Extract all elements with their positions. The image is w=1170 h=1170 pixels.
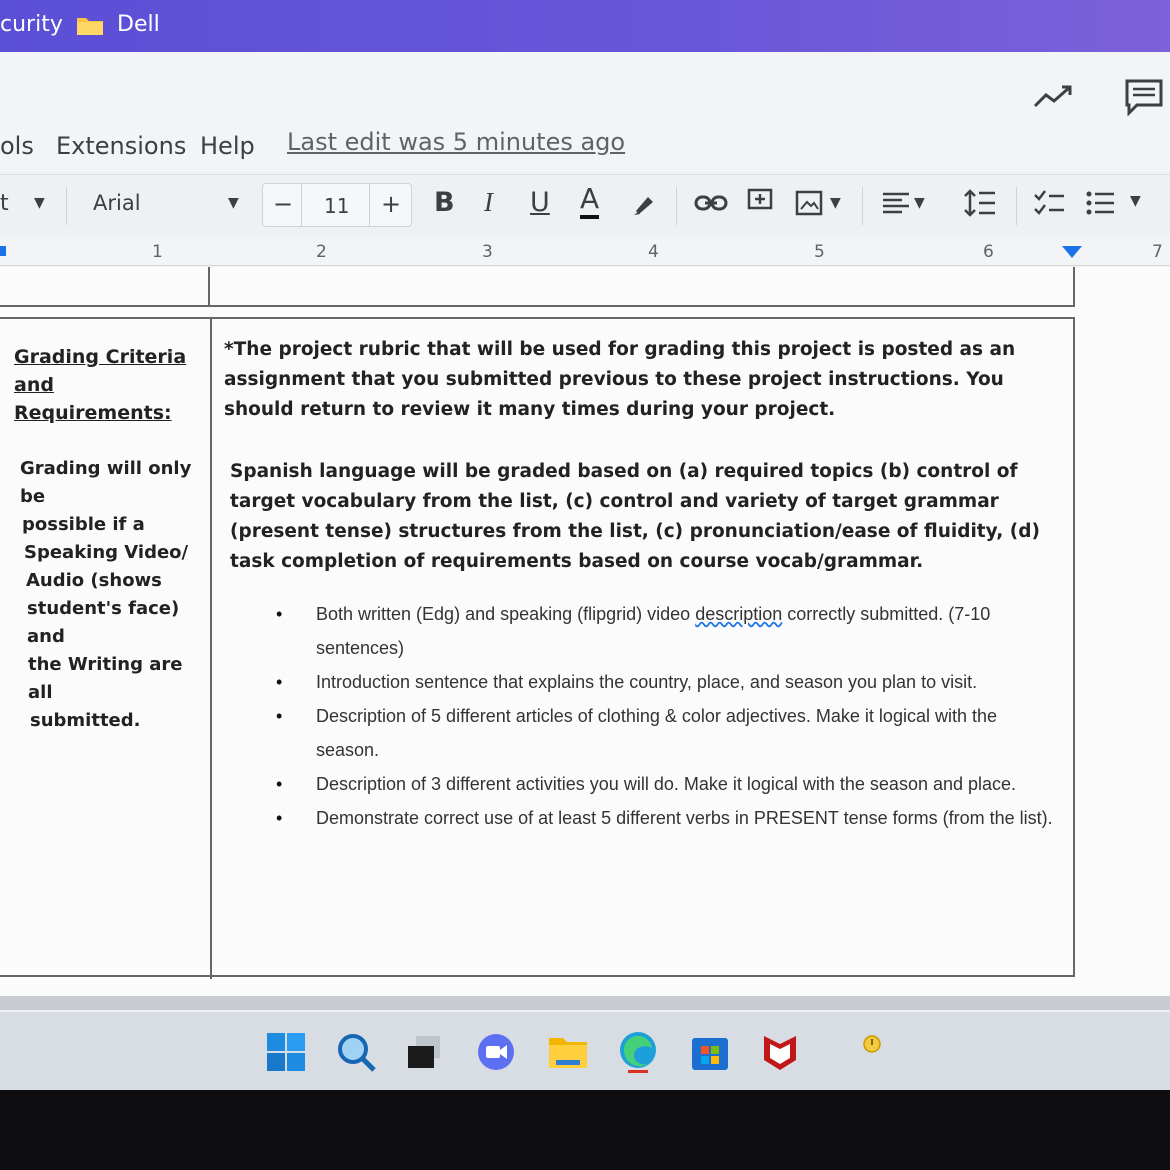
style-select[interactable]: t — [0, 191, 9, 216]
ruler-mark: 2 — [316, 242, 327, 262]
bookmarks-bar — [0, 0, 1170, 58]
font-size-control — [262, 183, 412, 227]
last-edit-link[interactable]: Last edit was 5 minutes ago — [287, 128, 626, 156]
list-item: • Description of 3 different activities you will do. Make it logical with the season and place. — [276, 767, 1054, 801]
ruler-mark: 7 — [1152, 242, 1163, 262]
list-item-text: Both written (Edg) and speaking (flipgrid) video — [316, 604, 696, 624]
taskbar — [0, 1012, 1170, 1090]
criteria-heading: Requirements: — [14, 402, 172, 424]
ruler-mark: 1 — [152, 242, 163, 262]
table-row — [0, 317, 1075, 977]
align-left-icon[interactable] — [880, 189, 912, 217]
store-icon[interactable] — [688, 1030, 732, 1074]
menu-extensions[interactable]: Extensions — [56, 132, 187, 160]
docs-header — [0, 52, 1170, 172]
document-page[interactable] — [0, 267, 1170, 1002]
table-row-previous — [0, 267, 1075, 307]
chat-icon[interactable] — [474, 1030, 518, 1074]
criteria-text: Speaking Video/ — [24, 542, 189, 563]
list-item: • Description of 5 different articles of clothing & color adjectives. Make it logical with the season. — [276, 699, 1054, 767]
ruler-mark: 5 — [814, 242, 825, 262]
add-comment-icon[interactable] — [746, 187, 774, 215]
list-item: • Introduction sentence that explains the country, place, and season you plan to visit. — [276, 665, 1054, 699]
ruler-mark: 4 — [648, 242, 659, 262]
left-indent-marker[interactable] — [0, 246, 6, 256]
font-select[interactable]: Arial — [93, 191, 141, 215]
checklist-icon[interactable] — [1032, 187, 1066, 219]
underline-button[interactable]: U — [530, 187, 550, 218]
font-dropdown-icon[interactable]: ▼ — [228, 195, 239, 211]
toolbar-divider — [676, 187, 677, 225]
list-item: • Demonstrate correct use of at least 5 different verbs in PRESENT tense forms (from the list). — [276, 801, 1054, 835]
column-divider — [210, 319, 212, 979]
activity-trend-icon[interactable] — [1032, 82, 1074, 112]
bulleted-list-icon[interactable] — [1084, 187, 1116, 219]
list-dropdown-icon[interactable]: ▼ — [1130, 193, 1141, 209]
right-indent-marker[interactable] — [1062, 246, 1082, 258]
requirements-cell[interactable] — [224, 335, 1054, 835]
toolbar-divider — [862, 187, 863, 225]
spellcheck-word[interactable]: description — [695, 604, 783, 624]
monitor-bezel — [0, 1090, 1170, 1170]
bold-button[interactable]: B — [434, 187, 455, 218]
criteria-text: possible if a — [22, 514, 145, 535]
criteria-text: Audio (shows — [26, 570, 162, 591]
file-explorer-icon[interactable] — [546, 1030, 590, 1074]
column-divider — [208, 267, 210, 307]
ruler-mark: 6 — [983, 242, 994, 262]
font-size-input[interactable]: 11 — [324, 194, 350, 218]
windows-start-icon[interactable] — [264, 1030, 308, 1074]
comments-icon[interactable] — [1124, 78, 1164, 116]
toolbar-divider — [1016, 187, 1017, 225]
menu-tools[interactable]: ols — [0, 132, 34, 160]
edge-browser-icon[interactable] — [616, 1030, 660, 1074]
bookmark-dell[interactable]: Dell — [117, 12, 160, 37]
align-dropdown-icon[interactable]: ▼ — [914, 195, 925, 211]
ruler-mark: 3 — [482, 242, 493, 262]
list-item-text: correctly submitted. (7-10 sentences) — [316, 604, 991, 658]
task-view-icon[interactable] — [402, 1030, 446, 1074]
criteria-heading: Grading Criteria and — [14, 346, 187, 396]
increase-font-button[interactable]: + — [381, 190, 402, 218]
font-size-divider — [369, 184, 370, 226]
italic-button[interactable]: I — [484, 187, 493, 217]
criteria-text: student's face) and — [27, 598, 180, 647]
image-dropdown-icon[interactable]: ▼ — [830, 195, 841, 211]
search-icon[interactable] — [334, 1030, 378, 1074]
decrease-font-button[interactable]: − — [273, 190, 294, 218]
criteria-text: Grading will only be — [20, 458, 192, 507]
formatting-toolbar — [0, 174, 1170, 236]
bookmark-security[interactable]: curity — [0, 12, 63, 37]
insert-image-icon[interactable] — [794, 189, 824, 217]
list-item — [276, 597, 1054, 665]
docs-app — [0, 52, 1170, 1012]
horizontal-scrollbar[interactable] — [0, 996, 1170, 1010]
grading-paragraph: Spanish language will be graded based on (a) required topics (b) control of target vocabulary from the list, (c) control and variety of target grammar (present tense) structures from the list, (c) pronunciation/ease of fluidity, (d) task completion of requirements based on course vocab/grammar. — [230, 461, 1040, 572]
mcafee-icon[interactable] — [758, 1030, 802, 1074]
notification-icon[interactable] — [862, 1034, 882, 1054]
text-color-button[interactable]: A — [580, 183, 599, 219]
style-dropdown-icon[interactable]: ▼ — [34, 195, 45, 211]
link-icon[interactable] — [694, 191, 728, 215]
criteria-text: submitted. — [30, 710, 141, 731]
folder-icon — [76, 14, 104, 36]
ruler — [0, 236, 1170, 266]
criteria-text: the Writing are all — [28, 654, 183, 703]
menu-help[interactable]: Help — [200, 132, 255, 160]
font-size-divider — [301, 184, 302, 226]
toolbar-divider — [66, 187, 67, 225]
requirements-list — [224, 597, 1054, 835]
criteria-cell[interactable] — [14, 343, 204, 735]
line-spacing-icon[interactable] — [962, 187, 998, 219]
rubric-paragraph: *The project rubric that will be used for grading this project is posted as an assignment that you submitted previous to these project instructions. You should return to review it many times during your project. — [224, 339, 1016, 420]
highlight-icon[interactable] — [630, 189, 660, 219]
